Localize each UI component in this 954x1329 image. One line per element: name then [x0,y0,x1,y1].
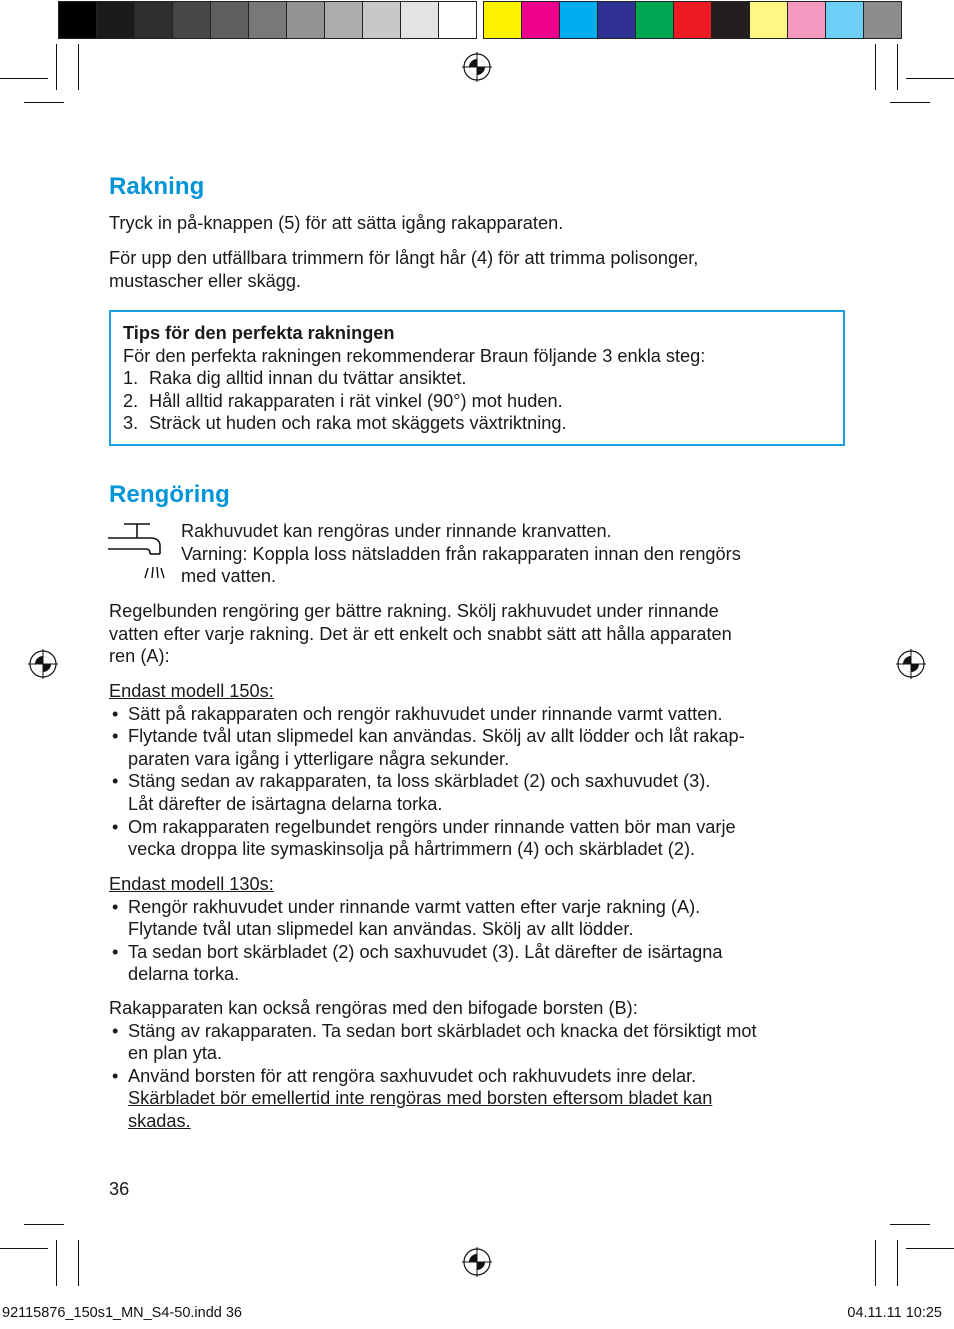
crop-mark [890,1224,930,1225]
subheading: Endast modell 130s: [109,874,274,894]
tips-intro: För den perfekta rakningen rekommenderar Braun följande 3 enkla steg: [123,345,706,366]
list-item [109,896,849,941]
crop-mark [0,78,48,79]
color-swatch [248,1,287,39]
paragraph [109,247,849,292]
color-swatch [172,1,211,39]
registration-mark-icon [462,52,492,82]
list-item [123,390,843,413]
color-swatch [96,1,135,39]
text-line: ren (A): [109,646,170,667]
registration-mark-icon [896,649,926,679]
tips-title: Tips för den perfekta rakningen [123,323,395,343]
color-swatch [286,1,325,39]
color-swatch [400,1,439,39]
text-line: Rengör rakhuvudet under rinnande varmt vatten efter varje rakning (A). [128,896,701,917]
color-swatch [324,1,363,39]
list-item [109,725,849,770]
color-swatch [134,1,173,39]
text-line: För upp den utfällbara trimmern för långt hår (4) för att trimma polisonger, [109,248,699,268]
crop-mark [56,1240,57,1286]
color-swatch [863,1,902,39]
color-swatch [438,1,477,39]
text-line: Stäng sedan av rakapparaten, ta loss skärbladet (2) och saxhuvudet (3). [128,771,711,792]
crop-mark [897,1240,898,1286]
registration-mark-icon [28,649,58,679]
text-line: Stäng av rakapparaten. Ta sedan bort skärbladet och knacka det försiktigt mot [128,1020,757,1041]
text-line: Flytande tvål utan slipmedel kan användas. Skölj av allt lödder och låt rakap- [128,726,745,747]
crop-mark [24,102,64,103]
list-number: 3. [123,413,139,434]
color-swatch [711,1,750,39]
text-line: Flytande tvål utan slipmedel kan användas. Skölj av allt lödder. [128,919,634,940]
tap-water-icon [108,520,168,582]
color-swatch [559,1,598,39]
registration-mark-icon [462,1247,492,1277]
list-item [123,412,843,435]
bullet: • [112,771,119,792]
paragraph [109,600,849,668]
text-line: Regelbunden rengöring ger bättre rakning. Skölj rakhuvudet under rinnande [109,601,719,621]
list-text: Håll alltid rakapparaten i rät vinkel (90°) mot huden. [149,390,563,411]
color-swatch [635,1,674,39]
list-item [123,367,843,390]
text-line: vecka droppa lite symaskinsolja på hårtrimmern (4) och skärbladet (2). [128,839,696,860]
color-swatch [749,1,788,39]
text-line: Om rakapparaten regelbundet rengörs under rinnande vatten bör man varje [128,816,736,837]
color-swatch [597,1,636,39]
text-line: Rakapparaten kan också rengöras med den bifogade borsten (B): [109,998,638,1018]
color-calibration-bar [484,1,902,39]
color-swatch [210,1,249,39]
text-line: en plan yta. [128,1043,223,1064]
model-130s-section [109,873,849,986]
footer-timestamp: 04.11.11 10:25 [847,1305,942,1321]
bullet: • [112,726,119,747]
crop-mark [875,1240,876,1286]
bullet: • [112,1065,119,1086]
color-swatch [825,1,864,39]
color-swatch [673,1,712,39]
list-item [109,703,849,726]
bullet: • [112,1020,119,1041]
text-line: Varning: Koppla loss nätsladden från rakapparaten innan den rengörs [181,543,741,564]
warning-line: Skärbladet bör emellertid inte rengöras med borsten eftersom bladet kan [128,1088,713,1109]
footer-filename: 92115876_150s1_MN_S4-50.indd 36 [2,1305,242,1321]
text-line: Sätt på rakapparaten och rengör rakhuvudet under rinnande varmt vatten. [128,703,723,724]
text-line: med vatten. [181,566,277,587]
section-heading-rakning: Rakning [109,173,205,200]
list-item [109,941,849,986]
page-number: 36 [109,1179,130,1199]
crop-mark [897,44,898,90]
color-swatch [787,1,826,39]
crop-mark [24,1224,64,1225]
list-number: 2. [123,390,139,411]
paragraph: Tryck in på-knappen (5) för att sätta igång rakapparaten. [109,213,564,233]
text-line: delarna torka. [128,964,240,985]
warning-line: skadas. [128,1110,191,1131]
bullet: • [112,896,119,917]
crop-mark [906,1248,954,1249]
list-text: Raka dig alltid innan du tvättar ansiktet. [149,368,467,389]
color-swatch [521,1,560,39]
crop-mark [78,1240,79,1286]
list-item [109,770,849,815]
tips-box [109,310,845,446]
list-item [109,1065,849,1133]
list-number: 1. [123,368,139,389]
icon-note [181,520,841,588]
text-line: Låt därefter de isärtagna delarna torka. [128,793,443,814]
text-line: vatten efter varje rakning. Det är ett enkelt och snabbt sätt att hålla apparaten [109,623,732,644]
text-line: Ta sedan bort skärbladet (2) och saxhuvudet (3). Låt därefter de isärtagna [128,941,723,962]
color-swatch [362,1,401,39]
bullet: • [112,816,119,837]
text-line: Använd borsten för att rengöra saxhuvudet och rakhuvudets inre delar. [128,1065,697,1086]
crop-mark [890,102,930,103]
text-line: mustascher eller skägg. [109,270,302,291]
gray-calibration-bar [59,1,477,39]
list-item [109,1020,849,1065]
model-150s-section [109,680,849,861]
crop-mark [0,1248,48,1249]
crop-mark [875,44,876,90]
text-line: Rakhuvudet kan rengöras under rinnande kranvatten. [181,521,612,541]
brush-section [109,997,849,1133]
list-item [109,816,849,861]
section-heading-rengoring: Rengöring [109,481,230,508]
bullet: • [112,703,119,724]
color-swatch [58,1,97,39]
crop-mark [56,44,57,90]
subheading: Endast modell 150s: [109,681,274,701]
bullet: • [112,941,119,962]
list-text: Sträck ut huden och raka mot skäggets växtriktning. [149,413,567,434]
color-swatch [483,1,522,39]
crop-mark [906,78,954,79]
crop-mark [78,44,79,90]
text-line: paraten vara igång i ytterligare några sekunder. [128,748,510,769]
